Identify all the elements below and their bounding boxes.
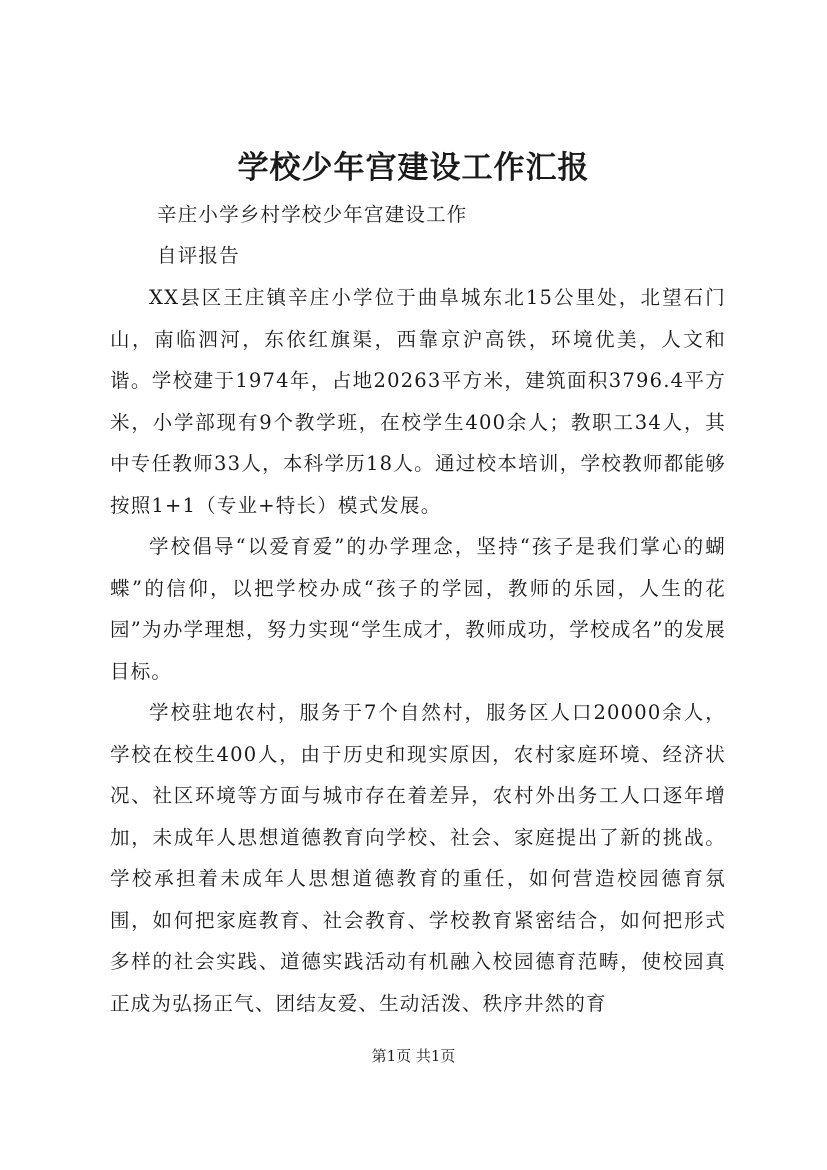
subtitle-line-2: 自评报告 — [157, 244, 240, 267]
document-body — [110, 277, 726, 1024]
paragraph-school-overview: XX县区王庄镇辛庄小学位于曲阜城东北15公里处，北望石门山，南临泗河，东依红旗渠，西靠京沪高铁，环境优美，人文和谐。学校建于1974年，占地20263平方米，建筑面积3796.4平方米，小学部现有9个教学班，在校学生400余人；教职工34人，其中专任教师33人，本科学历18人。通过校本培训，学校教师都能够按照1+1（专业+特长）模式发展。 — [110, 286, 726, 517]
page-footer: 第1页 共1页 — [371, 1047, 456, 1065]
subtitle-line-1: 辛庄小学乡村学校少年宫建设工作 — [157, 203, 468, 226]
paragraph-rural-context: 学校驻地农村，服务于7个自然村，服务区人口20000余人，学校在校生400人，由于历史和现实原因，农村家庭环境、经济状况、社区环境等方面与城市存在着差异，农村外出务工人口逐年增加，未成年人思想道德教育向学校、社会、家庭提出了新的挑战。学校承担着未成年人思想道德教育的重任，如何营造校园德育氛围，如何把家庭教育、社会教育、学校教育紧密结合，如何把形式多样的社会实践、道德实践活动有机融入校园德育范畴，使校园真正成为弘扬正气、团结友爱、生动活泼、秩序井然的育 — [110, 701, 726, 1015]
document-title: 学校少年宫建设工作汇报 — [237, 150, 590, 186]
paragraph-school-philosophy: 学校倡导“以爱育爱”的办学理念，坚持“孩子是我们掌心的蝴蝶”的信仰，以把学校办成“孩子的学园，教师的乐园，人生的花园”为办学理想，努力实现“学生成才，教师成功，学校成名”的发展目标。 — [110, 535, 726, 683]
